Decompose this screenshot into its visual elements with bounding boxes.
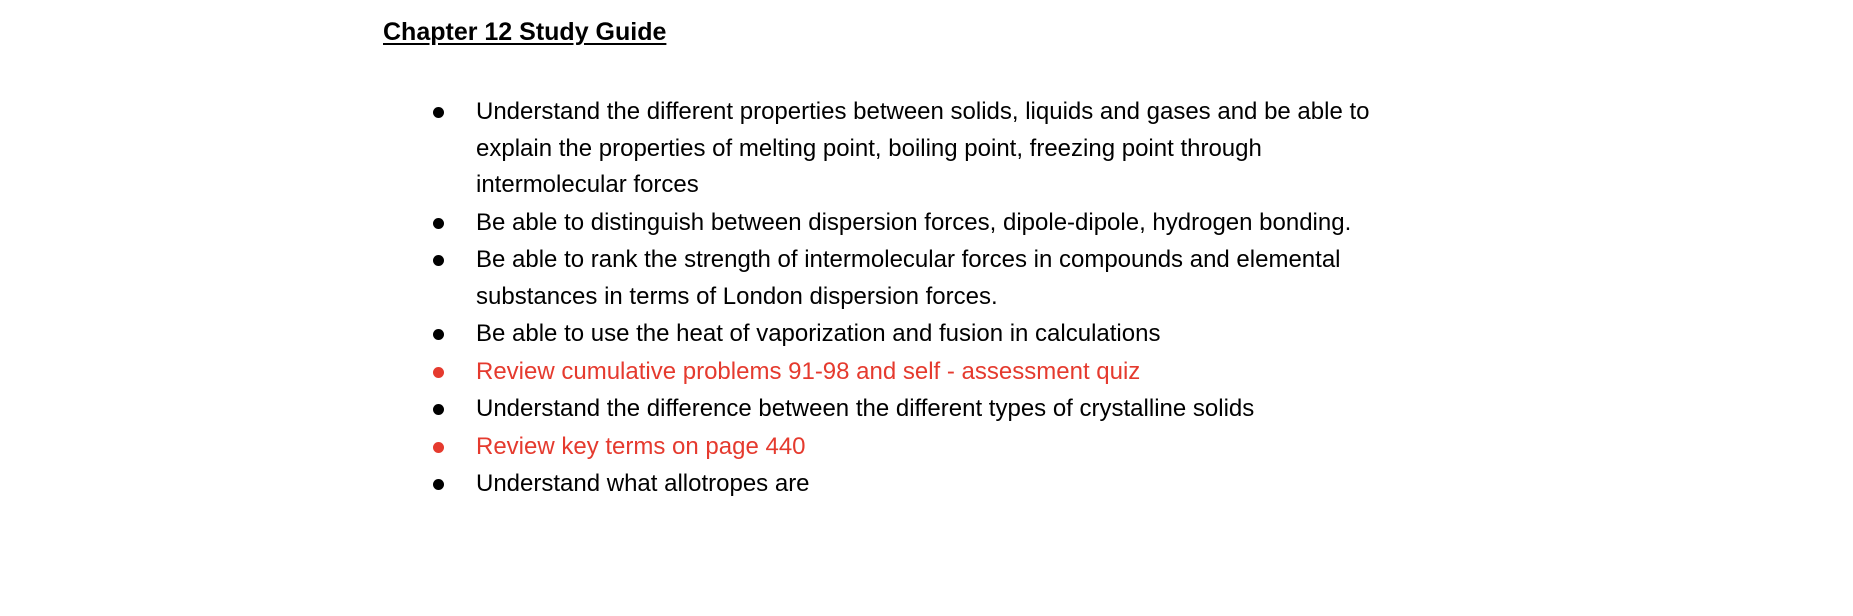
- bullet-icon: [433, 442, 444, 453]
- list-item: [430, 316, 1369, 353]
- list-item: [430, 391, 1369, 428]
- list-item: [430, 242, 1369, 315]
- study-guide-list: [430, 94, 1369, 504]
- list-item-text: Be able to use the heat of vaporization and fusion in calculations: [476, 320, 1161, 347]
- bullet-icon: [433, 255, 444, 266]
- list-item: [430, 466, 1369, 503]
- list-item-text: Understand what allotropes are: [476, 470, 810, 497]
- list-item-text: substances in terms of London dispersion forces.: [476, 282, 998, 310]
- list-item-text: Understand the different properties between solids, liquids and gases and be able to: [476, 98, 1370, 125]
- list-item-text: Review cumulative problems 91-98 and self - assessment quiz: [476, 357, 1141, 385]
- bullet-icon: [433, 479, 444, 490]
- list-item: [430, 205, 1369, 242]
- bullet-icon: [433, 218, 444, 229]
- list-item-text: Understand the difference between the different types of crystalline solids: [476, 395, 1255, 422]
- bullet-icon: [433, 367, 444, 378]
- list-item: [430, 94, 1369, 204]
- list-item: [430, 429, 1369, 466]
- list-item-text: Be able to rank the strength of intermolecular forces in compounds and elemental: [476, 246, 1341, 273]
- list-item-text: explain the properties of melting point, boiling point, freezing point through: [476, 134, 1262, 162]
- bullet-icon: [433, 107, 444, 118]
- bullet-icon: [433, 404, 444, 415]
- list-item: [430, 354, 1369, 391]
- list-item-text: Be able to distinguish between dispersion forces, dipole-dipole, hydrogen bonding.: [476, 208, 1352, 236]
- list-item-text: Review key terms on page 440: [476, 432, 806, 460]
- list-item-text: intermolecular forces: [476, 171, 699, 198]
- bullet-icon: [433, 329, 444, 340]
- document-title: Chapter 12 Study Guide: [383, 18, 667, 46]
